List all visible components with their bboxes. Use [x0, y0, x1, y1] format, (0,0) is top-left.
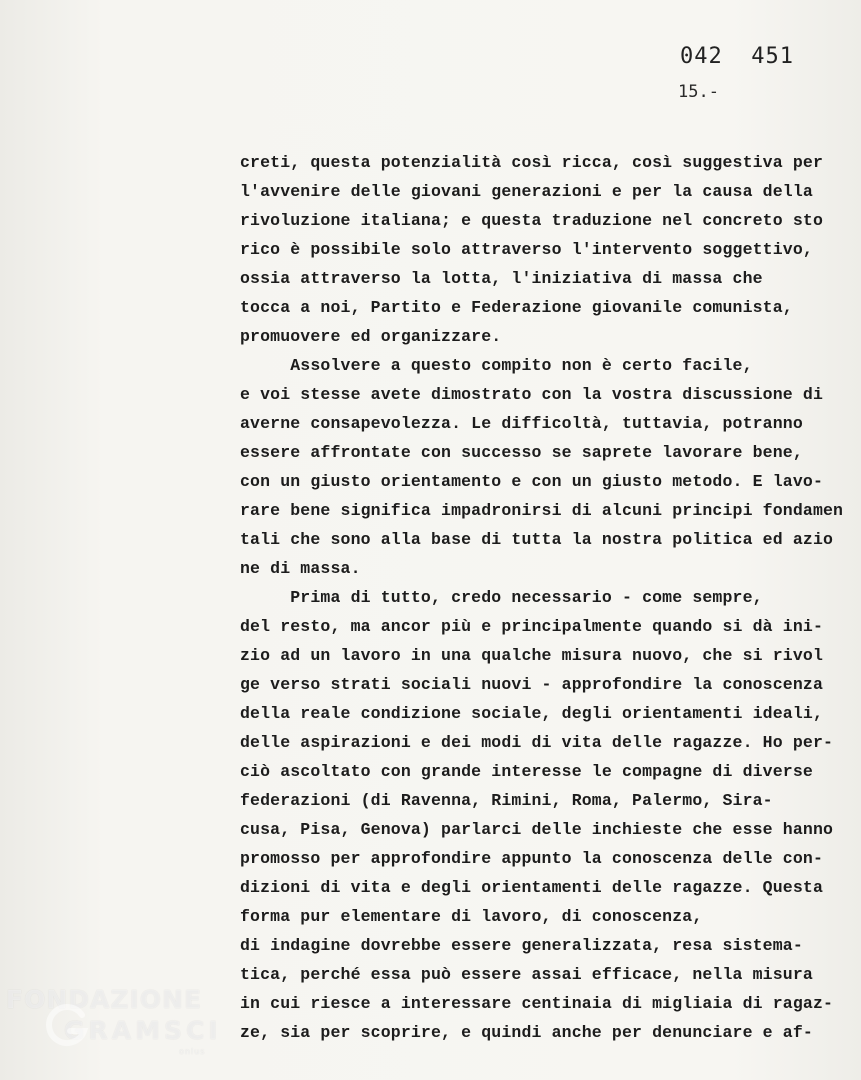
- text-line: l'avvenire delle giovani generazioni e per la causa della: [240, 182, 813, 201]
- text-line: ossia attraverso la lotta, l'iniziativa di massa che: [240, 269, 763, 288]
- typewritten-body: [240, 148, 844, 1047]
- text-line: ge verso strati sociali nuovi - approfondire la conoscenza: [240, 675, 823, 694]
- text-line: promosso per approfondire appunto la conoscenza delle con-: [240, 849, 823, 868]
- archive-number: 042 451: [680, 44, 794, 69]
- text-line: di indagine dovrebbe essere generalizzata, resa sistema-: [240, 936, 803, 955]
- text-line: rare bene significa impadronirsi di alcuni principi fondamen: [240, 501, 844, 520]
- text-line: con un giusto orientamento e con un giusto metodo. E lavo-: [240, 472, 823, 491]
- text-line: delle aspirazioni e dei modi di vita delle ragazze. Ho per-: [240, 733, 834, 752]
- text-line: ne di massa.: [240, 559, 361, 578]
- text-line: zio ad un lavoro in una qualche misura nuovo, che si rivol: [240, 646, 823, 665]
- text-line: ze, sia per scoprire, e quindi anche per denunciare e af-: [240, 1023, 813, 1042]
- page-number: 15.-: [678, 82, 719, 102]
- watermark-line2: GRAMSCI: [64, 1016, 222, 1045]
- text-line: tali che sono alla base di tutta la nostra politica ed azio: [240, 530, 834, 549]
- text-line: rivoluzione italiana; e questa traduzione nel concreto sto: [240, 211, 823, 230]
- text-line: della reale condizione sociale, degli orientamenti ideali,: [240, 704, 823, 723]
- gramsci-logo-icon: [44, 1003, 90, 1049]
- text-line: essere affrontate con successo se saprete lavorare bene,: [240, 443, 803, 462]
- watermark-line1: FONDAZIONE: [6, 985, 203, 1014]
- text-line: forma pur elementare di lavoro, di conoscenza,: [240, 907, 703, 926]
- text-line: tica, perché essa può essere assai efficace, nella misura: [240, 965, 813, 984]
- text-line: Assolvere a questo compito non è certo facile,: [240, 356, 753, 375]
- text-line: promuovere ed organizzare.: [240, 327, 502, 346]
- text-line: del resto, ma ancor più e principalmente quando si dà ini-: [240, 617, 823, 636]
- text-line: tocca a noi, Partito e Federazione giovanile comunista,: [240, 298, 793, 317]
- text-line: creti, questa potenzialità così ricca, così suggestiva per: [240, 153, 823, 172]
- text-line: averne consapevolezza. Le difficoltà, tuttavia, potranno: [240, 414, 803, 433]
- text-line: dizioni di vita e degli orientamenti delle ragazze. Questa: [240, 878, 823, 897]
- text-line: federazioni (di Ravenna, Rimini, Roma, Palermo, Sira-: [240, 791, 773, 810]
- text-line: ciò ascoltato con grande interesse le compagne di diverse: [240, 762, 813, 781]
- text-line: e voi stesse avete dimostrato con la vostra discussione di: [240, 385, 823, 404]
- text-line: cusa, Pisa, Genova) parlarci delle inchieste che esse hanno: [240, 820, 834, 839]
- watermark-onlus: onlus: [179, 1047, 206, 1056]
- text-line: Prima di tutto, credo necessario - come sempre,: [240, 588, 763, 607]
- fondazione-gramsci-watermark: [6, 985, 222, 1070]
- text-line: rico è possibile solo attraverso l'intervento soggettivo,: [240, 240, 813, 259]
- text-line: in cui riesce a interessare centinaia di migliaia di ragaz-: [240, 994, 834, 1013]
